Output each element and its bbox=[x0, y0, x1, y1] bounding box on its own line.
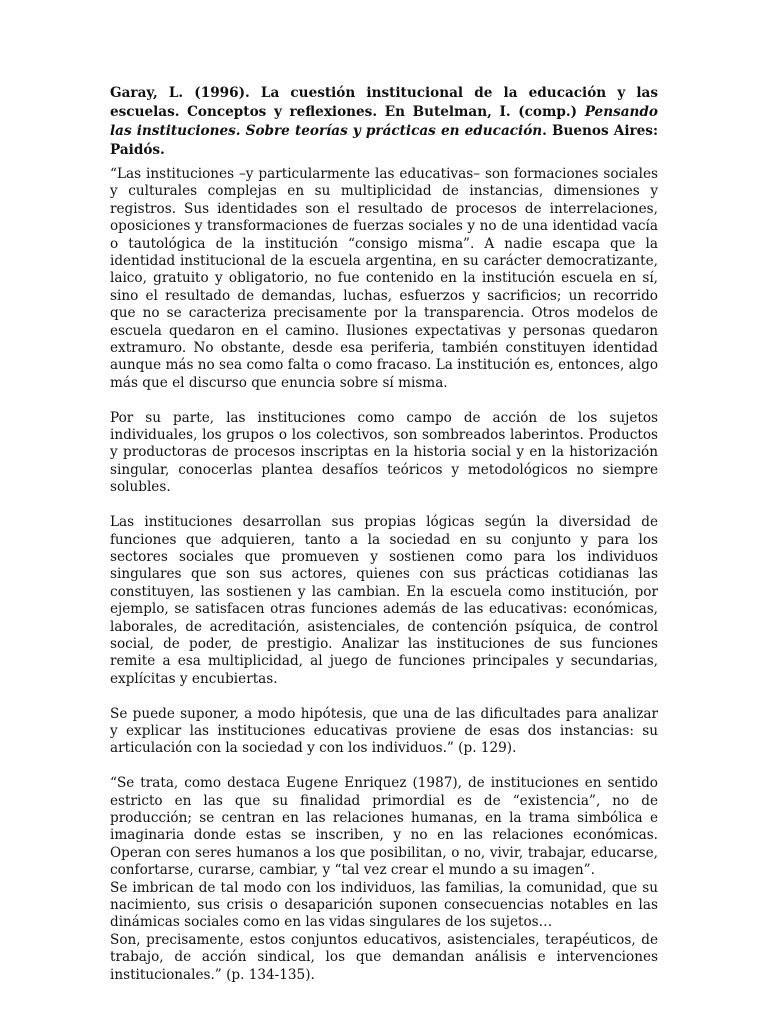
quote-paragraph-2: Por su parte, las instituciones como campo de acción de los sujetos individuales, los grupos o los colectivos, son sombreados laberintos. Productos y productoras de procesos inscriptas en la historia social y en la historización singular, conocerlas plantea desafíos teóricos y metodológicos no siempre solubles. bbox=[110, 409, 658, 496]
citation-authors-and-title: Garay, L. (1996). La cuestión institucional de la educación y las escuelas. Conceptos y reflexiones. En Butelman, I. (comp.) bbox=[110, 85, 658, 120]
paragraph-spacer bbox=[110, 497, 658, 514]
paragraph-spacer bbox=[110, 758, 658, 775]
quote-paragraph-7: Son, precisamente, estos conjuntos educativos, asistenciales, terapéuticos, de trabajo, de acción sindical, los que demandan análisis e intervenciones institucionales.” (p. 134-135). bbox=[110, 931, 658, 983]
quote-paragraph-4: Se puede suponer, a modo hipótesis, que una de las dificultades para analizar y explicar las instituciones educativas proviene de esas dos instancias: su articulación con la sociedad y con los individuos.” (p. 129). bbox=[110, 705, 658, 757]
quote-paragraph-5: “Se trata, como destaca Eugene Enriquez (1987), de instituciones en sentido estricto en las que su finalidad primordial es de “existencia”, no de producción; se centran en las relaciones humanas, en la trama simbólica e imaginaria donde estas se inscriben, y no en las relaciones económicas. Operan con seres humanos a los que posibilitan, o no, vivir, trabajar, educarse, confortarse, curarse, cambiar, y “tal vez crear el mundo a su imagen”. bbox=[110, 775, 658, 879]
paragraph-spacer bbox=[110, 688, 658, 705]
paragraph-spacer bbox=[110, 392, 658, 409]
quote-paragraph-1: “Las instituciones –y particularmente las educativas– son formaciones sociales y culturales complejas en su multiplicidad de instancias, dimensiones y registros. Sus identidades son el resultado de procesos de interrelaciones, oposiciones y transformaciones de fuerzas sociales y no de una identidad vacía o tautológica de la institución “consigo misma”. A nadie escapa que la identidad institucional de la escuela argentina, en su carácter democratizante, laico, gratuito y obligatorio, no fue contenido en la institución escuela en sí, sino el resultado de demandas, luchas, esfuerzos y sacrificios; un recorrido que no se caracteriza precisamente por la transparencia. Otros modelos de escuela quedaron en el camino. Ilusiones expectativas y personas quedaron extramuro. No obstante, desde esa periferia, también constituyen identidad aunque más no sea como falta o como fracaso. La institución es, entonces, algo más que el discurso que enuncia sobre sí misma. bbox=[110, 166, 658, 391]
bibliographic-citation bbox=[110, 84, 658, 160]
quote-paragraph-6: Se imbrican de tal modo con los individuos, las familias, la comunidad, que su nacimiento, sus crisis o desaparición suponen consecuencias notables en las dinámicas sociales como en las vidas singulares de los sujetos… bbox=[110, 879, 658, 931]
quote-paragraph-3: Las instituciones desarrollan sus propias lógicas según la diversidad de funciones que adquieren, tanto a la sociedad en su conjunto y para los sectores sociales que promueven y sostienen como para los individuos singulares que son sus actores, quienes con sus prácticas cotidianas las constituyen, las sostienen y las cambian. En la escuela como institución, por ejemplo, se satisfacen otras funciones además de las educativas: económicas, laborales, de acreditación, asistenciales, de contención psíquica, de control social, de poder, de prestigio. Analizar las instituciones de sus funciones remite a esa multiplicidad, al juego de funciones principales y secundarias, explícitas y encubiertas. bbox=[110, 514, 658, 687]
citation-book-title: Pensando las instituciones. Sobre teorías y prácticas en educación bbox=[110, 104, 658, 139]
citation-publisher: . Buenos Aires: Paidós. bbox=[110, 123, 658, 158]
